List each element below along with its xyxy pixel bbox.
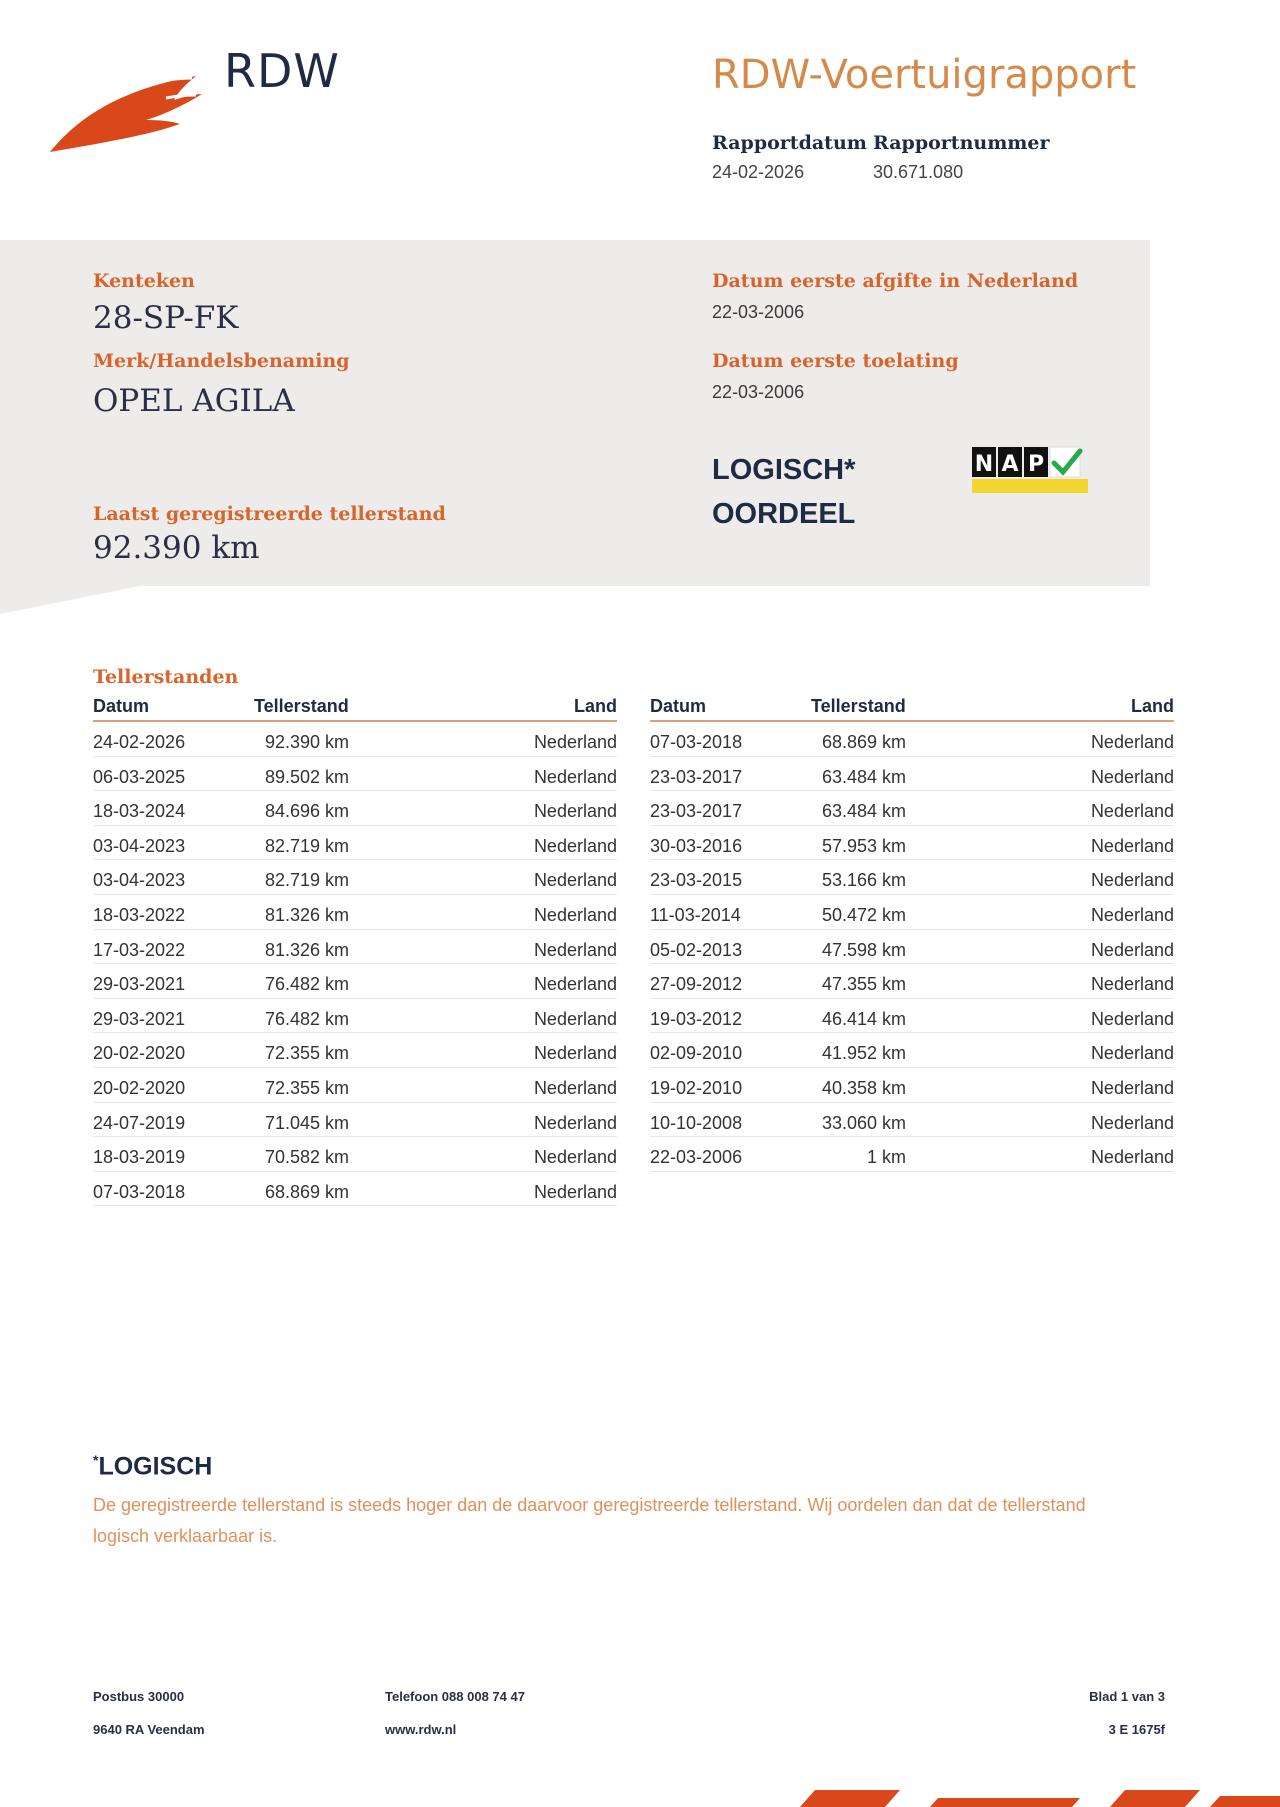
cell-land: Nederland <box>533 766 617 787</box>
make-value: OPEL AGILA <box>93 383 295 419</box>
cell-date: 06-03-2025 <box>93 766 186 787</box>
header-date: Datum <box>650 696 707 716</box>
cell-date: 23-03-2015 <box>650 870 743 891</box>
cell-date: 03-04-2023 <box>93 870 186 891</box>
cell-km: 68.869 km <box>264 1181 349 1202</box>
cell-km: 81.326 km <box>264 904 349 925</box>
first-admission-label: Datum eerste toelating <box>712 350 959 372</box>
footer-address-line1: Postbus 30000 <box>93 1689 185 1704</box>
readings-title: Tellerstanden <box>93 666 239 688</box>
cell-km: 50.472 km <box>821 904 906 925</box>
brand-name: RDW <box>224 44 340 98</box>
cell-land: Nederland <box>533 870 617 891</box>
header-km: Tellerstand <box>254 696 349 716</box>
table-row <box>93 999 617 1034</box>
cell-km: 68.869 km <box>821 732 906 752</box>
table-row <box>93 964 617 999</box>
table-row <box>93 1068 617 1103</box>
odometer-value: 92.390 km <box>93 530 260 566</box>
cell-km: 76.482 km <box>264 1008 349 1029</box>
cell-land: Nederland <box>533 1008 617 1029</box>
table-row <box>93 722 617 757</box>
plate-label: Kenteken <box>93 270 195 292</box>
table-row <box>93 757 617 792</box>
cell-land: Nederland <box>533 1112 617 1133</box>
table-row <box>93 1172 617 1207</box>
cell-km: 72.355 km <box>264 1043 349 1064</box>
table-row <box>93 1137 617 1172</box>
cell-km: 82.719 km <box>264 870 349 891</box>
report-number-label: Rapportnummer <box>873 132 1050 154</box>
cell-km: 63.484 km <box>821 801 906 822</box>
cell-land: Nederland <box>1090 904 1174 925</box>
cell-land: Nederland <box>1090 835 1174 856</box>
rdw-logo-icon <box>46 70 206 156</box>
cell-date: 03-04-2023 <box>93 835 186 856</box>
cell-date: 18-03-2019 <box>93 1147 186 1168</box>
cell-land: Nederland <box>1090 1043 1174 1064</box>
table-row <box>650 826 1174 861</box>
table-row <box>650 1068 1174 1103</box>
table-row <box>93 826 617 861</box>
cell-km: 84.696 km <box>264 801 349 822</box>
table-row <box>650 1137 1174 1172</box>
cell-date: 23-03-2017 <box>650 801 743 822</box>
readings-table-right <box>650 694 1174 1172</box>
make-label: Merk/Handelsbenaming <box>93 350 350 372</box>
cell-date: 23-03-2017 <box>650 766 743 787</box>
cell-km: 76.482 km <box>264 974 349 995</box>
nap-letter-n: N <box>974 452 994 477</box>
header-km: Tellerstand <box>811 696 906 716</box>
first-nl-value: 22-03-2006 <box>712 302 805 322</box>
panel-tab-decoration <box>0 586 140 614</box>
cell-land: Nederland <box>1090 732 1174 752</box>
cell-land: Nederland <box>533 939 617 960</box>
cell-date: 24-07-2019 <box>93 1112 186 1133</box>
verdict-line1: LOGISCH* <box>712 454 856 486</box>
cell-km: 40.358 km <box>821 1077 906 1098</box>
cell-land: Nederland <box>533 732 617 752</box>
footer-code: 3 E 1675f <box>1108 1722 1165 1737</box>
first-nl-label: Datum eerste afgifte in Nederland <box>712 270 1079 292</box>
cell-land: Nederland <box>1090 974 1174 995</box>
cell-km: 82.719 km <box>264 835 349 856</box>
footnote-marker: * <box>93 1452 99 1468</box>
cell-date: 29-03-2021 <box>93 1008 186 1029</box>
cell-land: Nederland <box>1090 766 1174 787</box>
cell-date: 02-09-2010 <box>650 1043 743 1064</box>
footer-phone: Telefoon 088 008 74 47 <box>385 1689 525 1704</box>
cell-land: Nederland <box>533 835 617 856</box>
cell-date: 10-10-2008 <box>650 1112 743 1133</box>
cell-land: Nederland <box>1090 1147 1174 1168</box>
cell-km: 92.390 km <box>264 732 349 752</box>
table-row <box>650 1033 1174 1068</box>
cell-date: 19-03-2012 <box>650 1008 743 1029</box>
first-admission-value: 22-03-2006 <box>712 382 805 402</box>
cell-land: Nederland <box>1090 870 1174 891</box>
table-row <box>93 895 617 930</box>
table-row <box>93 791 617 826</box>
table-row <box>650 791 1174 826</box>
cell-land: Nederland <box>533 1043 617 1064</box>
cell-date: 27-09-2012 <box>650 974 743 995</box>
cell-date: 17-03-2022 <box>93 939 186 960</box>
table-row <box>650 895 1174 930</box>
report-number-value: 30.671.080 <box>873 162 964 182</box>
footnote-text: De geregistreerde tellerstand is steeds hoger dan de daarvoor geregistreerde tellerstand. Wij oordelen dan dat de tellerstand logisch verklaarbaar is. <box>93 1495 1086 1546</box>
report-date-value: 24-02-2026 <box>712 162 805 182</box>
cell-km: 57.953 km <box>821 835 906 856</box>
nap-badge-icon <box>970 445 1090 497</box>
cell-km: 33.060 km <box>821 1112 906 1133</box>
cell-land: Nederland <box>1090 1077 1174 1098</box>
cell-land: Nederland <box>533 1077 617 1098</box>
cell-date: 07-03-2018 <box>650 732 743 752</box>
table-row <box>650 757 1174 792</box>
table-row <box>650 999 1174 1034</box>
cell-land: Nederland <box>533 974 617 995</box>
cell-date: 05-02-2013 <box>650 939 743 960</box>
table-row <box>93 930 617 965</box>
header-date: Datum <box>93 696 150 716</box>
table-row <box>650 722 1174 757</box>
cell-km: 72.355 km <box>264 1077 349 1098</box>
cell-date: 19-02-2010 <box>650 1077 743 1098</box>
cell-date: 18-03-2022 <box>93 904 186 925</box>
plate-value: 28-SP-FK <box>93 300 239 336</box>
bottom-stripe-decoration <box>780 1790 1280 1807</box>
cell-date: 18-03-2024 <box>93 801 186 822</box>
footer-page-number: Blad 1 van 3 <box>1089 1689 1165 1704</box>
header-land: Land <box>574 696 617 716</box>
table-row <box>650 1103 1174 1138</box>
cell-land: Nederland <box>533 1181 617 1202</box>
cell-date: 22-03-2006 <box>650 1147 743 1168</box>
cell-land: Nederland <box>1090 801 1174 822</box>
table-header <box>93 694 617 722</box>
table-row <box>93 860 617 895</box>
table-row <box>650 930 1174 965</box>
cell-km: 47.598 km <box>821 939 906 960</box>
table-header <box>650 694 1174 722</box>
table-row <box>650 964 1174 999</box>
table-row <box>650 860 1174 895</box>
cell-land: Nederland <box>533 1147 617 1168</box>
cell-land: Nederland <box>1090 1112 1174 1133</box>
odometer-label: Laatst geregistreerde tellerstand <box>93 503 446 525</box>
cell-km: 47.355 km <box>821 974 906 995</box>
header-land: Land <box>1131 696 1174 716</box>
cell-land: Nederland <box>1090 939 1174 960</box>
footnote-title-text: LOGISCH <box>98 1452 213 1481</box>
cell-date: 30-03-2016 <box>650 835 743 856</box>
cell-km: 71.045 km <box>264 1112 349 1133</box>
verdict-line2: OORDEEL <box>712 498 856 530</box>
cell-date: 29-03-2021 <box>93 974 186 995</box>
cell-km: 70.582 km <box>264 1147 349 1168</box>
cell-date: 20-02-2020 <box>93 1043 186 1064</box>
cell-km: 46.414 km <box>821 1008 906 1029</box>
cell-date: 24-02-2026 <box>93 732 186 752</box>
footer-address-line2: 9640 RA Veendam <box>93 1722 205 1737</box>
cell-land: Nederland <box>1090 1008 1174 1029</box>
cell-land: Nederland <box>533 904 617 925</box>
cell-date: 20-02-2020 <box>93 1077 186 1098</box>
cell-land: Nederland <box>533 801 617 822</box>
table-row <box>93 1033 617 1068</box>
report-date-label: Rapportdatum <box>712 132 867 154</box>
footnote-title <box>93 1452 212 1481</box>
cell-date: 11-03-2014 <box>650 904 741 925</box>
nap-letter-a: A <box>1001 452 1019 477</box>
readings-table-left <box>93 694 617 1206</box>
table-row <box>93 1103 617 1138</box>
cell-km: 53.166 km <box>821 870 906 891</box>
cell-km: 89.502 km <box>264 766 349 787</box>
cell-km: 41.952 km <box>821 1043 906 1064</box>
cell-date: 07-03-2018 <box>93 1181 186 1202</box>
report-title: RDW-Voertuigrapport <box>712 52 1137 98</box>
cell-km: 81.326 km <box>264 939 349 960</box>
footer-website-link[interactable]: www.rdw.nl <box>385 1722 457 1737</box>
cell-km: 1 km <box>866 1147 906 1168</box>
cell-km: 63.484 km <box>821 766 906 787</box>
nap-letter-p: P <box>1027 452 1045 477</box>
